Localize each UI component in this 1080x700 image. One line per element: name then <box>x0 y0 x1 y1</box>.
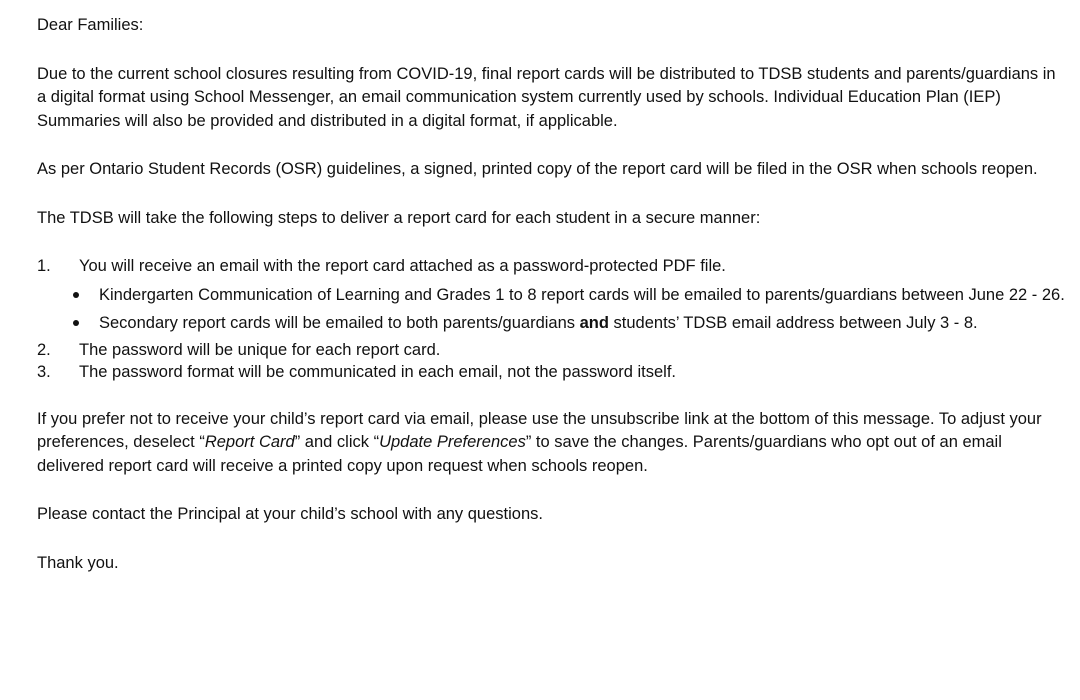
closing: Thank you. <box>37 553 119 572</box>
bold-and: and <box>579 313 609 332</box>
list-item-text: The password will be unique for each report card. <box>79 340 441 359</box>
bullet-text: Kindergarten Communication of Learning and Grades 1 to 8 report cards will be emailed to parents/guardians between June 22 - 26. <box>99 285 1065 304</box>
paragraph-closures: Due to the current school closures resulting from COVID-19, final report cards will be distributed to TDSB students and parents/guardians in a digital format using School Messenger, an email communication system currently used by schools. Individual Education Plan (IEP) Summaries will also be provided and distributed in a digital format, if applicable. <box>37 64 1056 130</box>
paragraph-unsubscribe: If you prefer not to receive your child’s report card via email, please use the unsubscribe link at the bottom of this message. To adjust your preferences, deselect “Report Card” and click “Update Preferences” to save the changes. Parents/guardians who opt out of an email delivered report card will receive a printed copy upon request when schools reopen. <box>37 409 1042 475</box>
list-number: 1. <box>37 257 51 275</box>
list-item <box>37 339 1067 361</box>
paragraph-contact: Please contact the Principal at your child’s school with any questions. <box>37 505 543 523</box>
bullet-text: Secondary report cards will be emailed to both parents/guardians and students’ TDSB email address between July 3 - 8. <box>99 313 978 332</box>
list-number: 2. <box>37 340 51 359</box>
greeting: Dear Families: <box>37 16 144 34</box>
italic-update-preferences: Update Preferences <box>379 433 526 451</box>
italic-report-card: Report Card <box>204 433 295 451</box>
list-item-text: You will receive an email with the report card attached as a password-protected PDF file. <box>79 257 726 275</box>
bullet-item <box>37 281 1067 309</box>
list-item <box>37 255 1067 279</box>
steps-list <box>37 255 1067 383</box>
sub-bullet-list <box>37 281 1067 337</box>
paragraph-steps-intro: The TDSB will take the following steps to deliver a report card for each student in a secure manner: <box>37 208 761 227</box>
bullet-dot-icon <box>73 292 79 298</box>
list-item-text: The password format will be communicated in each email, not the password itself. <box>79 362 677 381</box>
list-item <box>37 361 1067 383</box>
bullet-dot-icon <box>73 320 79 326</box>
bullet-item <box>37 309 1067 337</box>
letter-body <box>37 14 1067 575</box>
list-number: 3. <box>37 362 51 381</box>
paragraph-osr: As per Ontario Student Records (OSR) guidelines, a signed, printed copy of the report card will be filed in the OSR when schools reopen. <box>37 160 1038 178</box>
